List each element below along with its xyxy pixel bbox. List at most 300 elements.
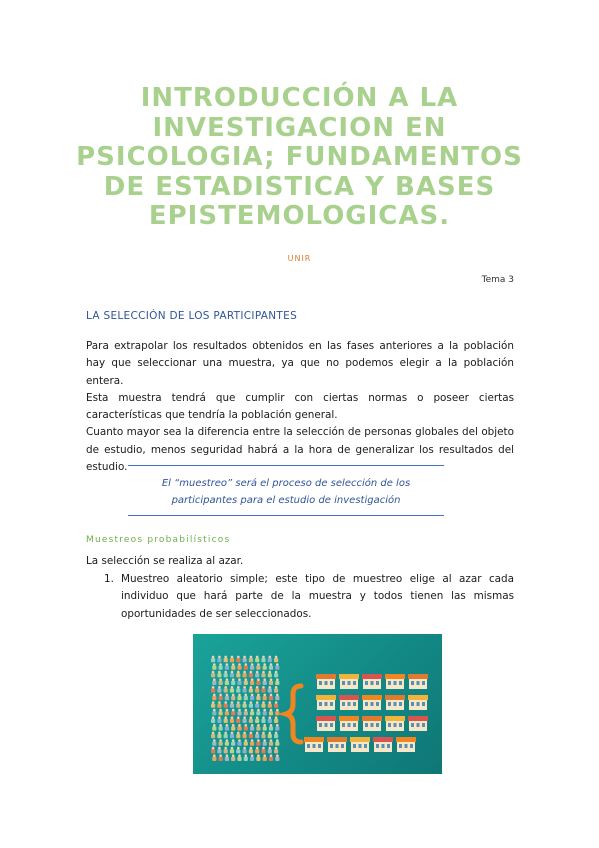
list-item [104, 571, 514, 623]
building-icon [316, 695, 336, 710]
person-head-icon [226, 694, 229, 697]
person-figure-icon [225, 726, 229, 730]
person-figure-icon [219, 696, 223, 700]
institution-label: UNIR [287, 254, 312, 263]
person-head-icon [250, 732, 253, 735]
person-head-icon [276, 739, 279, 742]
person-figure-icon [261, 673, 265, 677]
person-figure-icon [261, 749, 265, 753]
person-head-icon [224, 656, 227, 659]
person-head-icon [218, 656, 221, 659]
person-head-icon [232, 663, 235, 666]
person-head-icon [212, 656, 215, 659]
person-figure-icon [224, 749, 228, 753]
person-head-icon [245, 694, 248, 697]
person-head-icon [250, 701, 253, 704]
person-head-icon [256, 701, 259, 704]
person-figure-icon [268, 719, 272, 723]
person-figure-icon [243, 749, 247, 753]
subsection-heading: Muestreos probabilísticos [86, 535, 231, 545]
person-head-icon [238, 754, 241, 757]
person-figure-icon [217, 688, 221, 692]
person-head-icon [256, 671, 259, 674]
person-head-icon [257, 724, 260, 727]
person-figure-icon [231, 757, 235, 761]
person-head-icon [269, 732, 272, 735]
person-head-icon [276, 694, 279, 697]
person-figure-icon [243, 719, 247, 723]
person-head-icon [245, 678, 248, 681]
person-figure-icon [219, 681, 223, 685]
person-figure-icon [230, 688, 234, 692]
person-head-icon [245, 724, 248, 727]
person-figure-icon [269, 666, 273, 670]
person-figure-icon [275, 681, 279, 685]
person-head-icon [262, 732, 265, 735]
person-head-icon [213, 678, 216, 681]
person-figure-icon [256, 681, 260, 685]
person-head-icon [270, 739, 273, 742]
person-head-icon [213, 724, 216, 727]
building-icon [408, 695, 428, 710]
person-figure-icon [269, 742, 273, 746]
person-head-icon [257, 754, 260, 757]
person-head-icon [243, 716, 246, 719]
person-head-icon [262, 716, 265, 719]
person-figure-icon [261, 658, 265, 662]
person-figure-icon [211, 658, 215, 662]
person-head-icon [270, 694, 273, 697]
person-head-icon [243, 656, 246, 659]
person-head-icon [245, 754, 248, 757]
person-figure-icon [219, 742, 223, 746]
sampling-illustration-svg [193, 634, 442, 774]
person-head-icon [275, 716, 278, 719]
person-figure-icon [217, 673, 221, 677]
person-figure-icon [237, 742, 241, 746]
person-figure-icon [230, 673, 234, 677]
person-head-icon [257, 694, 260, 697]
person-head-icon [251, 678, 254, 681]
lead-sentence: La selección se realiza al azar. [86, 555, 244, 567]
person-head-icon [212, 701, 215, 704]
person-figure-icon [237, 696, 241, 700]
title-line: INVESTIGACION EN [152, 112, 447, 143]
person-figure-icon [224, 673, 228, 677]
person-head-icon [226, 724, 229, 727]
person-head-icon [238, 678, 241, 681]
person-figure-icon [256, 726, 260, 730]
person-head-icon [245, 663, 248, 666]
person-head-icon [231, 671, 234, 674]
person-head-icon [232, 724, 235, 727]
person-head-icon [275, 732, 278, 735]
person-head-icon [250, 656, 253, 659]
person-head-icon [226, 754, 229, 757]
person-figure-icon [225, 666, 229, 670]
person-figure-icon [236, 673, 240, 677]
body-text [86, 338, 514, 476]
person-head-icon [232, 754, 235, 757]
person-figure-icon [269, 757, 273, 761]
person-figure-icon [243, 688, 247, 692]
person-head-icon [218, 716, 221, 719]
title-line: INTRODUCCIÓN A LA [140, 83, 459, 113]
building-icon [396, 737, 416, 752]
person-figure-icon [249, 658, 253, 662]
person-figure-icon [244, 666, 248, 670]
person-figure-icon [261, 704, 265, 708]
person-head-icon [213, 739, 216, 742]
person-figure-icon [224, 688, 228, 692]
paragraph: Cuanto mayor sea la diferencia entre la selección de personas globales del objeto de estudio, menos seguridad habrá a la hora de generalizar los resultados del estudio. [86, 426, 514, 474]
building-icon [339, 674, 359, 689]
person-figure-icon [225, 681, 229, 685]
building-icon [316, 716, 336, 731]
person-figure-icon [230, 704, 234, 708]
building-icon [304, 737, 324, 752]
person-head-icon [237, 716, 240, 719]
building-icon [385, 695, 405, 710]
person-head-icon [257, 663, 260, 666]
building-icon [362, 716, 382, 731]
person-head-icon [213, 663, 216, 666]
person-head-icon [270, 724, 273, 727]
person-head-icon [263, 709, 266, 712]
section-heading: LA SELECCIÓN DE LOS PARTICIPANTES [86, 310, 298, 322]
person-head-icon [251, 739, 254, 742]
document-title [60, 84, 539, 232]
person-figure-icon [255, 749, 259, 753]
person-head-icon [263, 663, 266, 666]
person-figure-icon [263, 742, 267, 746]
person-figure-icon [275, 726, 279, 730]
person-figure-icon [249, 734, 253, 738]
person-head-icon [262, 656, 265, 659]
person-figure-icon [263, 711, 267, 715]
person-head-icon [263, 678, 266, 681]
person-figure-icon [274, 688, 278, 692]
person-figure-icon [263, 726, 267, 730]
person-head-icon [224, 747, 227, 750]
person-figure-icon [212, 726, 216, 730]
person-figure-icon [212, 681, 216, 685]
person-figure-icon [263, 696, 267, 700]
person-figure-icon [224, 704, 228, 708]
person-figure-icon [219, 757, 223, 761]
person-head-icon [262, 686, 265, 689]
person-head-icon [213, 694, 216, 697]
person-head-icon [224, 701, 227, 704]
person-figure-icon [256, 757, 260, 761]
person-figure-icon [249, 749, 253, 753]
building-icon [362, 695, 382, 710]
person-head-icon [251, 709, 254, 712]
person-figure-icon [219, 726, 223, 730]
person-figure-icon [217, 719, 221, 723]
person-head-icon [231, 732, 234, 735]
person-head-icon [237, 671, 240, 674]
person-figure-icon [269, 711, 273, 715]
person-head-icon [256, 747, 259, 750]
person-head-icon [243, 732, 246, 735]
person-figure-icon [268, 704, 272, 708]
person-figure-icon [263, 681, 267, 685]
person-head-icon [212, 747, 215, 750]
person-figure-icon [211, 673, 215, 677]
person-figure-icon [274, 673, 278, 677]
person-head-icon [237, 656, 240, 659]
person-figure-icon [249, 719, 253, 723]
person-head-icon [245, 739, 248, 742]
person-figure-icon [211, 734, 215, 738]
person-head-icon [251, 663, 254, 666]
person-figure-icon [244, 757, 248, 761]
person-head-icon [270, 709, 273, 712]
person-head-icon [245, 709, 248, 712]
paragraph: Para extrapolar los resultados obtenidos en las fases anteriores a la población hay que seleccionar una muestra, ya que no podemos elegir a la población entera. [86, 340, 514, 387]
person-head-icon [243, 671, 246, 674]
building-icon [327, 737, 347, 752]
person-head-icon [251, 694, 254, 697]
person-figure-icon [274, 719, 278, 723]
person-figure-icon [274, 749, 278, 753]
person-head-icon [257, 678, 260, 681]
person-figure-icon [230, 749, 234, 753]
building-icon [373, 737, 393, 752]
quote-top-rule [128, 465, 444, 466]
person-head-icon [231, 686, 234, 689]
person-head-icon [250, 686, 253, 689]
person-head-icon [231, 716, 234, 719]
person-head-icon [243, 686, 246, 689]
population-crowd-icon [211, 656, 279, 761]
person-head-icon [218, 671, 221, 674]
person-head-icon [256, 732, 259, 735]
person-head-icon [224, 716, 227, 719]
person-figure-icon [261, 719, 265, 723]
person-figure-icon [268, 688, 272, 692]
person-head-icon [276, 678, 279, 681]
person-figure-icon [244, 711, 248, 715]
person-figure-icon [230, 734, 234, 738]
person-head-icon [237, 686, 240, 689]
person-figure-icon [231, 742, 235, 746]
person-figure-icon [243, 658, 247, 662]
person-head-icon [231, 747, 234, 750]
building-icon [316, 674, 336, 689]
person-head-icon [213, 754, 216, 757]
person-figure-icon [236, 734, 240, 738]
person-head-icon [232, 694, 235, 697]
person-head-icon [256, 686, 259, 689]
person-figure-icon [249, 688, 253, 692]
person-head-icon [262, 701, 265, 704]
person-head-icon [219, 694, 222, 697]
person-head-icon [226, 678, 229, 681]
person-figure-icon [225, 696, 229, 700]
person-figure-icon [261, 688, 265, 692]
person-head-icon [262, 747, 265, 750]
quote-bottom-rule [128, 515, 444, 516]
person-figure-icon [212, 711, 216, 715]
person-head-icon [276, 663, 279, 666]
person-figure-icon [211, 688, 215, 692]
person-figure-icon [236, 749, 240, 753]
person-head-icon [212, 716, 215, 719]
person-figure-icon [237, 711, 241, 715]
person-figure-icon [237, 666, 241, 670]
person-figure-icon [268, 749, 272, 753]
person-figure-icon [275, 742, 279, 746]
person-figure-icon [211, 704, 215, 708]
person-figure-icon [250, 666, 254, 670]
person-head-icon [237, 732, 240, 735]
person-figure-icon [261, 734, 265, 738]
person-figure-icon [250, 681, 254, 685]
person-figure-icon [255, 704, 259, 708]
person-head-icon [219, 663, 222, 666]
person-head-icon [212, 732, 215, 735]
person-head-icon [269, 686, 272, 689]
building-icon [408, 674, 428, 689]
person-head-icon [269, 701, 272, 704]
person-head-icon [224, 671, 227, 674]
person-head-icon [275, 747, 278, 750]
person-figure-icon [236, 704, 240, 708]
person-head-icon [263, 739, 266, 742]
person-figure-icon [231, 726, 235, 730]
person-head-icon [276, 709, 279, 712]
person-figure-icon [256, 696, 260, 700]
person-figure-icon [225, 711, 229, 715]
person-figure-icon [237, 681, 241, 685]
person-figure-icon [230, 658, 234, 662]
person-head-icon [237, 701, 240, 704]
person-figure-icon [255, 734, 259, 738]
person-figure-icon [269, 696, 273, 700]
person-figure-icon [269, 681, 273, 685]
person-figure-icon [263, 757, 267, 761]
person-head-icon [250, 747, 253, 750]
person-figure-icon [250, 726, 254, 730]
person-head-icon [218, 701, 221, 704]
person-figure-icon [231, 666, 235, 670]
person-figure-icon [268, 658, 272, 662]
sampling-illustration [193, 634, 442, 774]
person-figure-icon [237, 757, 241, 761]
building-icon [385, 716, 405, 731]
person-figure-icon [224, 734, 228, 738]
list-number: 1. [104, 573, 114, 585]
person-head-icon [213, 709, 216, 712]
person-figure-icon [250, 696, 254, 700]
person-head-icon [224, 686, 227, 689]
person-head-icon [269, 671, 272, 674]
person-head-icon [218, 732, 221, 735]
person-figure-icon [249, 673, 253, 677]
list-text: Muestreo aleatorio simple; este tipo de muestreo elige al azar cada individuo que hará parte de la muestra y todos tienen las mismas oportunidades de ser seleccionados. [121, 573, 514, 620]
building-icon [362, 674, 382, 689]
person-figure-icon [225, 757, 229, 761]
person-head-icon [219, 754, 222, 757]
person-head-icon [238, 694, 241, 697]
person-head-icon [238, 709, 241, 712]
person-figure-icon [212, 666, 216, 670]
person-figure-icon [237, 726, 241, 730]
person-head-icon [232, 678, 235, 681]
person-head-icon [226, 663, 229, 666]
person-head-icon [270, 678, 273, 681]
person-figure-icon [231, 696, 235, 700]
person-head-icon [257, 739, 260, 742]
person-figure-icon [256, 666, 260, 670]
person-head-icon [262, 671, 265, 674]
person-figure-icon [211, 749, 215, 753]
person-head-icon [219, 739, 222, 742]
person-head-icon [243, 747, 246, 750]
building-icon [339, 716, 359, 731]
person-figure-icon [274, 704, 278, 708]
building-icon [350, 737, 370, 752]
person-head-icon [275, 656, 278, 659]
person-figure-icon [250, 711, 254, 715]
person-head-icon [263, 694, 266, 697]
person-figure-icon [236, 719, 240, 723]
building-icon [408, 716, 428, 731]
person-head-icon [276, 754, 279, 757]
person-figure-icon [274, 734, 278, 738]
person-head-icon [226, 709, 229, 712]
person-head-icon [263, 724, 266, 727]
person-head-icon [275, 701, 278, 704]
person-head-icon [250, 671, 253, 674]
building-icon [339, 695, 359, 710]
person-figure-icon [212, 742, 216, 746]
person-head-icon [231, 656, 234, 659]
person-head-icon [232, 739, 235, 742]
person-head-icon [276, 724, 279, 727]
person-figure-icon [255, 719, 259, 723]
person-figure-icon [256, 742, 260, 746]
person-figure-icon [244, 681, 248, 685]
person-head-icon [218, 686, 221, 689]
sample-group-icon [304, 674, 428, 752]
person-figure-icon [230, 719, 234, 723]
person-figure-icon [243, 734, 247, 738]
person-figure-icon [243, 673, 247, 677]
person-figure-icon [217, 658, 221, 662]
person-head-icon [269, 656, 272, 659]
person-head-icon [237, 747, 240, 750]
person-figure-icon [249, 704, 253, 708]
person-figure-icon [263, 666, 267, 670]
numbered-list [104, 571, 514, 623]
person-head-icon [251, 754, 254, 757]
person-head-icon [238, 724, 241, 727]
person-head-icon [238, 663, 241, 666]
person-figure-icon [236, 688, 240, 692]
person-figure-icon [269, 726, 273, 730]
person-figure-icon [275, 711, 279, 715]
person-head-icon [275, 671, 278, 674]
person-head-icon [263, 754, 266, 757]
highlight-quote: El “muestreo” será el proceso de selección de los participantes para el estudio de investigación [161, 478, 411, 506]
person-figure-icon [231, 681, 235, 685]
topic-label: Tema 3 [481, 275, 514, 285]
person-head-icon [224, 732, 227, 735]
title-line: EPISTEMOLOGICAS. [148, 201, 451, 231]
